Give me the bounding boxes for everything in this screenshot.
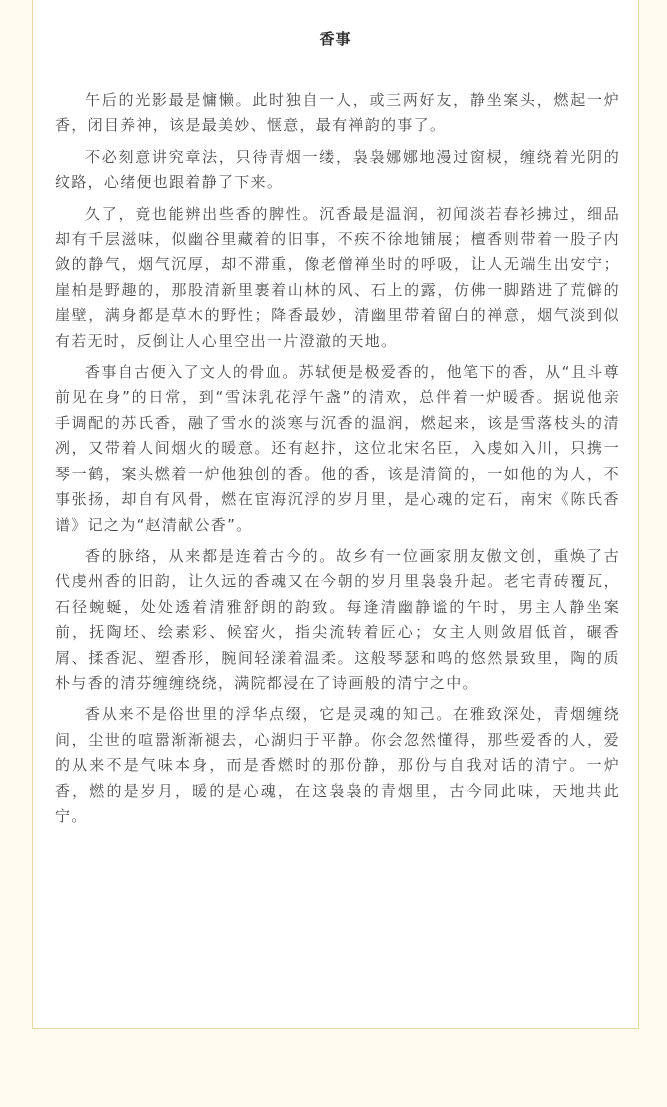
paragraph: 不必刻意讲究章法，只待青烟一缕，袅袅娜娜地漫过窗棂，缠绕着光阴的纹路，心绪便也跟着静了下来。 — [55, 147, 620, 192]
paragraph: 香从来不是俗世里的浮华点缀，它是灵魂的知己。在雅致深处，青烟缠绕间，尘世的喧嚣渐渐褪去，心湖归于平静。你会忽然懂得，那些爱香的人，爱的从来不是气味本身，而是香燃时的那份静，那份与自我对话的清宁。一炉香，燃的是岁月，暖的是心魂，在这袅袅的青烟里，古今同此味，天地共此宁。 — [55, 705, 620, 825]
paragraph: 香事自古便入了文人的骨血。苏轼便是极爱香的，他笔下的香，从“且斗尊前见在身”的日常，到“雪沫乳花浮午盏”的清欢，总伴着一炉暖香。据说他亲手调配的苏氏香，融了雪水的淡寒与沉香的温润，燃起来，该是雪落枝头的清冽，又带着人间烟火的暖意。还有赵抃，这位北宋名臣，入虔如入川，只携一琴一鹤，案头燃着一炉他独创的香。他的香，该是清简的，一如他的为人，不事张扬，却自有风骨，燃在宦海沉浮的岁月里，是心魂的定石，南宋《陈氏香谱》记之为“赵清献公香”。 — [55, 363, 620, 534]
article-card — [32, 0, 639, 1029]
paragraph: 午后的光影最是慵懒。此时独自一人，或三两好友，静坐案头，燃起一炉香，闭目养神，该是最美妙、惬意，最有禅韵的事了。 — [55, 91, 620, 135]
article-body — [55, 88, 620, 835]
article-title: 香事 — [319, 30, 352, 48]
paragraph: 香的脉络，从来都是连着古今的。故乡有一位画家朋友傲文创，重焕了古代虔州香的旧韵，让久远的香魂又在今朝的岁月里袅袅升起。老宅青砖覆瓦，石径蜿蜒，处处透着清雅舒朗的韵致。每逢清幽静谧的午时，男主人静坐案前，抚陶坯、绘素彩、候窑火，指尖流转着匠心；女主人则敛眉低首，碾香屑、揉香泥、塑香形，腕间轻漾着温柔。这般琴瑟和鸣的悠然景致里，陶的质朴与香的清芬缠缠绕绕，满院都浸在了诗画般的清宁之中。 — [55, 546, 620, 692]
paragraph: 久了，竟也能辨出些香的脾性。沉香最是温润，初闻淡若春衫拂过，细品却有千层滋味，似幽谷里藏着的旧事，不疾不徐地铺展；檀香则带着一股子内敛的静气，烟气沉厚，却不滞重，像老僧禅坐时的呼吸，让人无端生出安宁；崖柏是野趣的，那股清新里裹着山林的风、石上的露，仿佛一脚踏进了荒僻的崖壁，满身都是草木的野性；降香最妙，清幽里带着留白的禅意，烟气淡到似有若无时，反倒让人心里空出一片澄澈的天地。 — [55, 204, 620, 350]
